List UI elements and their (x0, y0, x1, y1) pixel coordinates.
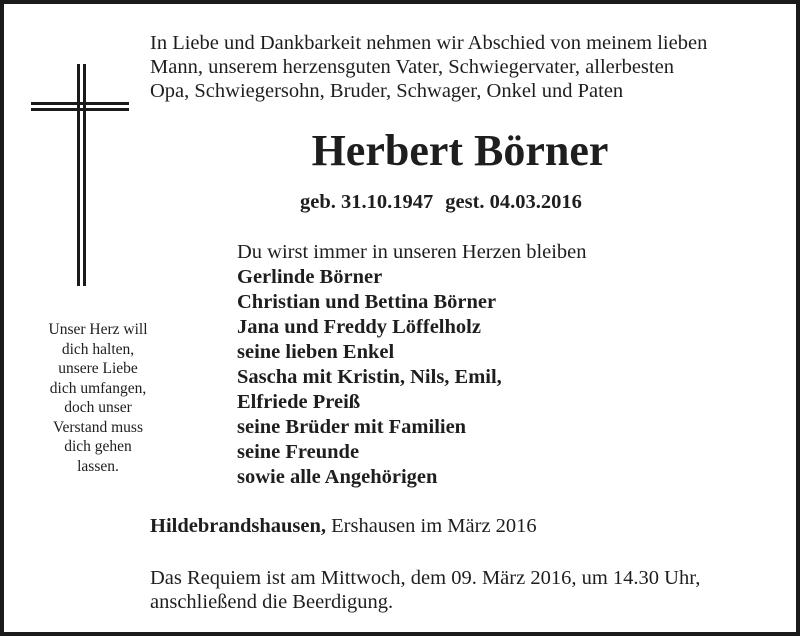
place-and-date (150, 515, 537, 538)
deceased-name: Herbert Börner (311, 126, 609, 175)
service-line: Das Requiem ist am Mittwoch, dem 09. März 2016, um 14.30 Uhr, (150, 567, 701, 589)
poem-line: dich umfangen, (49, 379, 147, 397)
intro-line: Opa, Schwiegersohn, Bruder, Schwager, Onkel und Paten (150, 80, 624, 102)
mourners-list (237, 265, 502, 490)
intro-line: Mann, unserem herzensguten Vater, Schwiegervater, allerbesten (150, 56, 674, 78)
death-date: gest. 04.03.2016 (445, 191, 582, 213)
poem-line: Verstand muss (53, 418, 143, 436)
mourner-entry: Sascha mit Kristin, Nils, Emil, (237, 366, 502, 388)
poem-line: Unser Herz will (48, 321, 148, 338)
poem-line: dich gehen (64, 438, 132, 455)
mourner-entry: Jana und Freddy Löffelholz (237, 316, 481, 338)
poem-line: dich halten, (61, 340, 135, 358)
mourner-entry: Christian und Bettina Börner (237, 291, 497, 313)
poem-line: unsere Liebe (58, 360, 138, 377)
mourner-entry: seine lieben Enkel (237, 341, 395, 363)
farewell-line: Du wirst immer in unseren Herzen bleiben (237, 241, 587, 263)
life-dates (300, 191, 582, 214)
poem (24, 320, 172, 476)
mourner-entry: Elfriede Preiß (237, 391, 361, 413)
service-line: anschließend die Beerdigung. (150, 591, 394, 613)
mourner-entry: seine Freunde (237, 441, 360, 463)
birth-date: geb. 31.10.1947 (300, 191, 434, 213)
service-info (150, 566, 700, 614)
cross-icon (31, 64, 131, 290)
mourner-entry: seine Brüder mit Familien (237, 416, 467, 438)
intro-text (150, 31, 790, 103)
intro-line: In Liebe und Dankbarkeit nehmen wir Abschied von meinem lieben (150, 32, 708, 54)
poem-line: doch unser (64, 399, 132, 416)
place-primary: Hildebrandshausen, (150, 515, 327, 537)
mourner-entry: sowie alle Angehörigen (237, 466, 438, 488)
mourner-entry: Gerlinde Börner (237, 266, 383, 288)
place-secondary: Ershausen im März 2016 (331, 515, 537, 537)
poem-line: lassen. (77, 457, 119, 475)
